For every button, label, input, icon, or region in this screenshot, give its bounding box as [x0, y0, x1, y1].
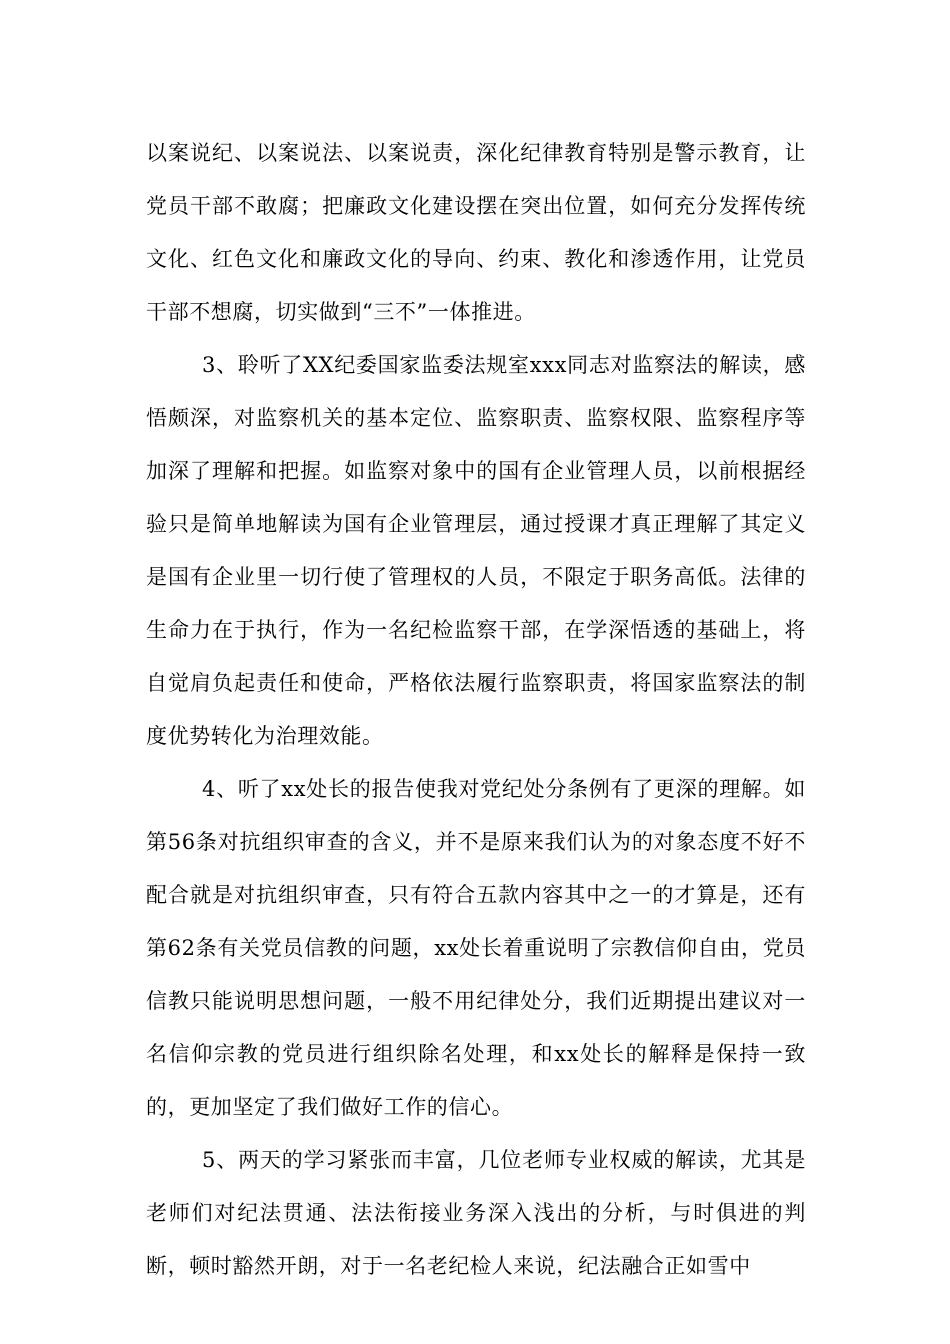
- paragraph-item-5: 5、两天的学习紧张而丰富，几位老师专业权威的解读，尤其是老师们对纪法贯通、法法衔接业务深入浅出的分析，与时俱进的判断，顿时豁然开朗，对于一名老纪检人来说，纪法融合正如雪中: [146, 1148, 806, 1278]
- paragraph-item-4: 4、听了xx处长的报告使我对党纪处分条例有了更深的理解。如第56条对抗组织审查的含义，并不是原来我们认为的对象态度不好不配合就是对抗组织审查，只有符合五款内容其中之一的才算是，还有第62条有关党员信教的问题，xx处长着重说明了宗教信仰自由，党员信教只能说明思想问题，一般不用纪律处分，我们近期提出建议对一名信仰宗教的党员进行组织除名处理，和xx处长的解释是保持一致的，更加坚定了我们做好工作的信心。: [146, 777, 806, 1119]
- paragraph-item-3: 3、聆听了XX纪委国家监委法规室xxx同志对监察法的解读，感悟颇深，对监察机关的基本定位、监察职责、监察权限、监察程序等加深了理解和把握。如监察对象中的国有企业管理人员，以前根据经验只是简单地解读为国有企业管理层，通过授课才真正理解了其定义是国有企业里一切行使了管理权的人员，不限定于职务高低。法律的生命力在于执行，作为一名纪检监察干部，在学深悟透的基础上，将自觉肩负起责任和使命，严格依法履行监察职责，将国家监察法的制度优势转化为治理效能。: [146, 353, 806, 748]
- paragraph-continuation: 以案说纪、以案说法、以案说责，深化纪律教育特别是警示教育，让党员干部不敢腐；把廉政文化建设摆在突出位置，如何充分发挥传统文化、红色文化和廉政文化的导向、约束、教化和渗透作用，让党员干部不想腐，切实做到“三不”一体推进。: [146, 141, 806, 324]
- document-body: [146, 127, 806, 1293]
